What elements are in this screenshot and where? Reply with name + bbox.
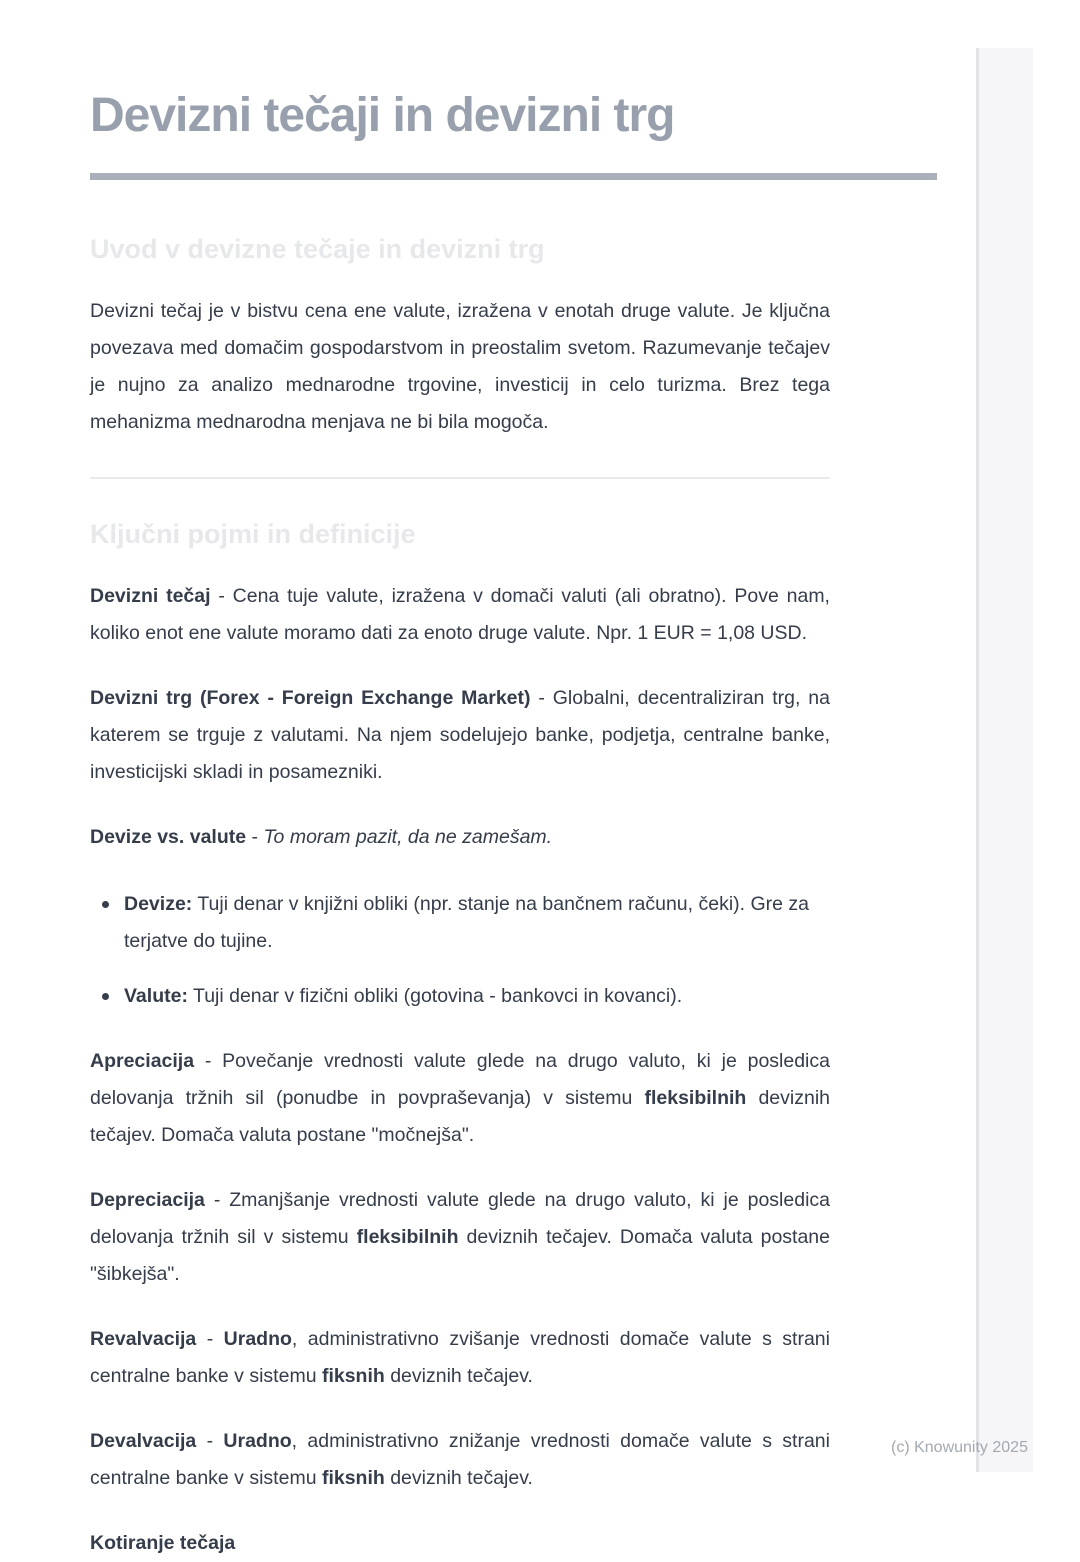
bullet-list <box>90 886 830 1015</box>
section-key-terms <box>90 519 830 1562</box>
paragraph-revalvacija: Revalvacija - Uradno, administrativno zvišanje vrednosti domače valute s strani centralne banke v sistemu fiksnih deviznih tečajev. <box>90 1327 830 1387</box>
paragraph-apreciacija: Apreciacija - Povečanje vrednosti valute glede na drugo valuto, ki je posledica delovanja tržnih sil (ponudbe in povpraševanja) v sistemu fleksibilnih deviznih tečajev. Domača valuta postane "močnejša". <box>90 1049 831 1146</box>
title-divider <box>90 173 937 180</box>
page-edge-strip <box>976 48 1033 1472</box>
bullet-item-devize: Devize: Tuji denar v knjižni obliki (npr. stanje na bančnem računu, čeki). Gre za terjatve do tujine. <box>90 886 830 960</box>
paragraph-devizni-tecaj: Devizni tečaj - Cena tuje valute, izražena v domači valuti (ali obratno). Pove nam, koliko enot ene valute moramo dati za enoto druge valute. Npr. 1 EUR = 1,08 USD. <box>90 584 830 644</box>
document-page <box>90 0 830 1562</box>
section-intro <box>90 234 830 441</box>
paragraph-depreciacija: Depreciacija - Zmanjšanje vrednosti valute glede na drugo valuto, ki je posledica delovanja tržnih sil v sistemu fleksibilnih deviznih tečajev. Domača valuta postane "šibkejša". <box>90 1188 830 1285</box>
section-heading-intro: Uvod v devizne tečaje in devizni trg <box>90 233 545 264</box>
paragraph-intro: Devizni tečaj je v bistvu cena ene valute, izražena v enotah druge valute. Je ključna povezava med domačim gospodarstvom in preostalim svetom. Razumevanje tečajev je nujno za analizo mednarodne trgovine, investicij in celo turizma. Brez tega mehanizma mednarodna menjava ne bi bila mogoča. <box>90 299 830 433</box>
bullet-item-valute: Valute: Tuji denar v fizični obliki (gotovina - bankovci in kovanci). <box>90 978 830 1015</box>
document-title: Devizni tečaji in devizni trg <box>90 89 675 142</box>
paragraph-kotiranje-tecaja: Kotiranje tečaja <box>90 1531 236 1554</box>
section-heading-key-terms: Ključni pojmi in definicije <box>90 518 416 549</box>
section-divider <box>90 477 830 479</box>
paragraph-devalvacija: Devalvacija - Uradno, administrativno znižanje vrednosti domače valute s strani centralne banke v sistemu fiksnih deviznih tečajev. <box>90 1429 830 1489</box>
paragraph-devize-vs-valute: Devize vs. valute - To moram pazit, da ne zamešam. <box>90 825 553 848</box>
copyright-footer: (c) Knowunity 2025 <box>891 1439 1028 1456</box>
paragraph-devizni-trg: Devizni trg (Forex - Foreign Exchange Market) - Globalni, decentraliziran trg, na katerem se trguje z valutami. Na njem sodelujejo banke, podjetja, centralne banke, investicijski skladi in posamezniki. <box>90 686 830 783</box>
